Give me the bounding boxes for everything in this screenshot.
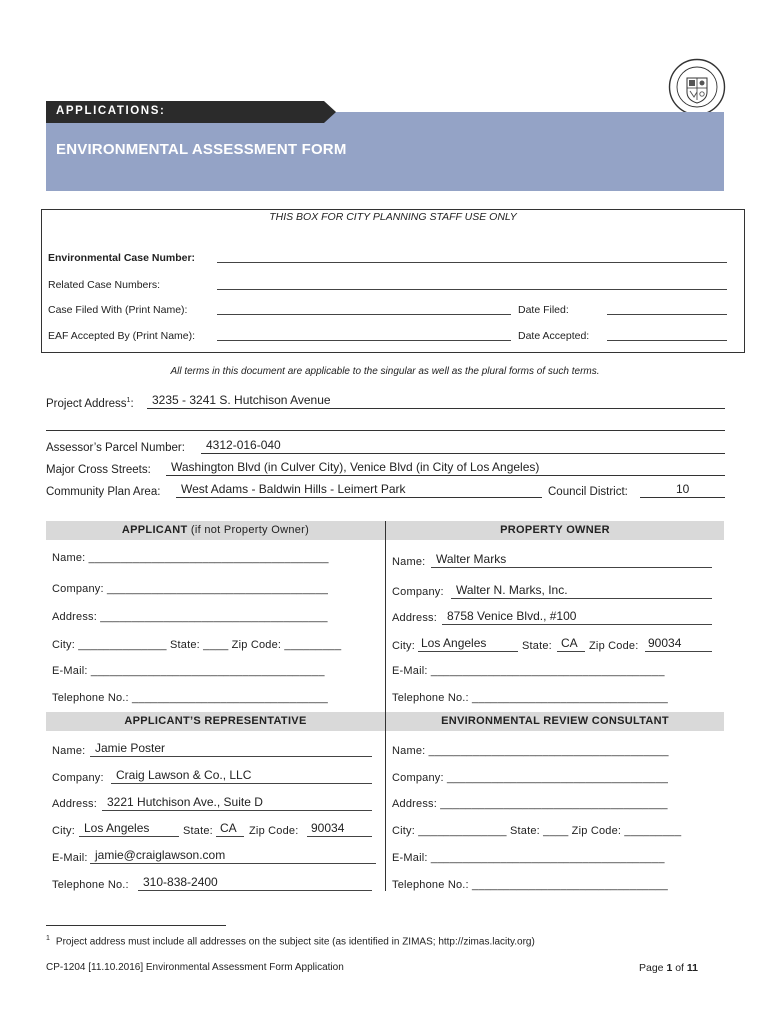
owner-address-line [442, 624, 712, 625]
owner-name-label: Name: [392, 556, 426, 568]
footnote: $^1$ Project address must include all addresses on the subject site (as identified in ZIMAS; http://zimas.lacity.org) [46, 935, 535, 948]
consultant-address-field[interactable]: Address: ____________________________________ [392, 798, 668, 810]
terms-note: All terms in this document are applicable to the singular as well as the plural forms of such terms. [170, 366, 600, 377]
rep-zip-value[interactable]: 90034 [311, 821, 345, 835]
community-plan-value[interactable]: West Adams - Baldwin Hills - Leimert Park [181, 482, 406, 496]
rep-city-line [79, 836, 179, 837]
applicant-phone-field[interactable]: Telephone No.: _______________________________ [52, 692, 328, 704]
related-case-numbers-field[interactable] [217, 289, 727, 290]
applicant-city-state-zip-field[interactable]: City: ______________ State: ____ Zip Code: _________ [52, 639, 342, 651]
eaf-accepted-by-field[interactable] [217, 340, 511, 341]
footnote-rule [46, 925, 226, 926]
rep-address-line [102, 810, 372, 811]
project-address-line-2 [46, 430, 725, 431]
project-address-line [147, 408, 725, 409]
cross-streets-label: Major Cross Streets: [46, 464, 151, 476]
owner-address-value[interactable]: 8758 Venice Blvd., #100 [447, 609, 577, 623]
rep-phone-line [138, 890, 372, 891]
owner-city-label: City: [392, 640, 415, 652]
owner-zip-line [645, 651, 712, 652]
owner-zip-value[interactable]: 90034 [648, 636, 682, 650]
rep-city-value[interactable]: Los Angeles [84, 821, 150, 835]
rep-email-label: E-Mail: [52, 852, 88, 864]
column-divider [385, 521, 386, 891]
rep-email-line [90, 863, 376, 864]
form-title: ENVIRONMENTAL ASSESSMENT FORM [56, 141, 347, 158]
staff-box-heading: THIS BOX FOR CITY PLANNING STAFF USE ONLY [269, 211, 517, 223]
date-filed-field[interactable] [607, 314, 727, 315]
project-address-label: Project Address$^1$: [46, 397, 134, 410]
applicant-email-field[interactable]: E-Mail: _____________________________________ [52, 665, 325, 677]
consultant-phone-field[interactable]: Telephone No.: _______________________________ [392, 879, 668, 891]
apn-line [201, 453, 725, 454]
rep-company-value[interactable]: Craig Lawson & Co., LLC [116, 768, 252, 782]
city-seal-logo [668, 58, 726, 116]
rep-name-value[interactable]: Jamie Poster [95, 741, 166, 755]
applicant-company-field[interactable]: Company: ___________________________________ [52, 583, 329, 595]
consultant-email-field[interactable]: E-Mail: _____________________________________ [392, 852, 665, 864]
rep-company-label: Company: [52, 772, 104, 784]
cross-streets-value[interactable]: Washington Blvd (in Culver City), Venice Blvd (in City of Los Angeles) [171, 460, 540, 474]
owner-state-line [557, 651, 585, 652]
rep-address-value[interactable]: 3221 Hutchison Ave., Suite D [107, 795, 263, 809]
rep-state-value[interactable]: CA [220, 821, 237, 835]
council-district-value[interactable]: 10 [676, 482, 690, 496]
rep-name-line [90, 756, 372, 757]
rep-phone-label: Telephone No.: [52, 879, 129, 891]
applicant-address-field[interactable]: Address: ____________________________________ [52, 611, 328, 623]
case-filed-with-field[interactable] [217, 314, 511, 315]
rep-address-label: Address: [52, 798, 98, 810]
consultant-header: ENVIRONMENTAL REVIEW CONSULTANT [441, 715, 669, 727]
section-label: APPLICATIONS: [56, 105, 166, 117]
date-accepted-label: Date Accepted: [518, 330, 590, 342]
applicant-name-field[interactable]: Name: ______________________________________ [52, 552, 329, 564]
owner-name-line [431, 567, 712, 568]
community-plan-label: Community Plan Area: [46, 486, 161, 498]
apn-label: Assessor’s Parcel Number: [46, 442, 185, 454]
footer-form-id: CP-1204 [11.10.2016] Environmental Assessment Form Application [46, 962, 344, 973]
representative-header: APPLICANT’S REPRESENTATIVE [124, 715, 307, 727]
rep-city-label: City: [52, 825, 75, 837]
applicant-header: APPLICANT (if not Property Owner) [121, 524, 310, 536]
cross-streets-line [166, 475, 725, 476]
rep-state-line [216, 836, 244, 837]
rep-phone-value[interactable]: 310-838-2400 [143, 875, 218, 889]
project-address-value[interactable]: 3235 - 3241 S. Hutchison Avenue [152, 393, 331, 407]
council-district-label: Council District: [548, 486, 628, 498]
date-filed-label: Date Filed: [518, 304, 569, 316]
related-case-numbers-label: Related Case Numbers: [48, 279, 161, 291]
owner-state-value[interactable]: CA [561, 636, 578, 650]
owner-header: PROPERTY OWNER [500, 524, 610, 536]
consultant-city-state-zip-field[interactable]: City: ______________ State: ____ Zip Code: _________ [392, 825, 682, 837]
owner-city-value[interactable]: Los Angeles [421, 636, 487, 650]
owner-city-line [418, 651, 518, 652]
page-number: Page 1 of 11 [638, 962, 698, 974]
owner-company-value[interactable]: Walter N. Marks, Inc. [456, 583, 568, 597]
rep-zip-line [307, 836, 372, 837]
owner-zip-label: Zip Code: [589, 640, 639, 652]
owner-phone-field[interactable]: Telephone No.: _______________________________ [392, 692, 668, 704]
owner-company-label: Company: [392, 586, 444, 598]
owner-address-label: Address: [392, 612, 438, 624]
environmental-case-number-label: Environmental Case Number: [48, 252, 196, 264]
owner-name-value[interactable]: Walter Marks [436, 552, 507, 566]
environmental-case-number-field[interactable] [217, 262, 727, 263]
owner-state-label: State: [522, 640, 552, 652]
rep-name-label: Name: [52, 745, 86, 757]
eaf-accepted-by-label: EAF Accepted By (Print Name): [48, 330, 196, 342]
date-accepted-field[interactable] [607, 340, 727, 341]
owner-company-line [451, 598, 712, 599]
apn-value[interactable]: 4312-016-040 [206, 438, 281, 452]
rep-zip-label: Zip Code: [249, 825, 299, 837]
case-filed-with-label: Case Filed With (Print Name): [48, 304, 188, 316]
community-plan-line [176, 497, 542, 498]
rep-company-line [111, 783, 372, 784]
rep-state-label: State: [183, 825, 213, 837]
owner-email-field[interactable]: E-Mail: _____________________________________ [392, 665, 665, 677]
consultant-name-field[interactable]: Name: ______________________________________ [392, 745, 669, 757]
consultant-company-field[interactable]: Company: ___________________________________ [392, 772, 669, 784]
council-district-line [640, 497, 725, 498]
rep-email-value[interactable]: jamie@craiglawson.com [95, 848, 226, 862]
